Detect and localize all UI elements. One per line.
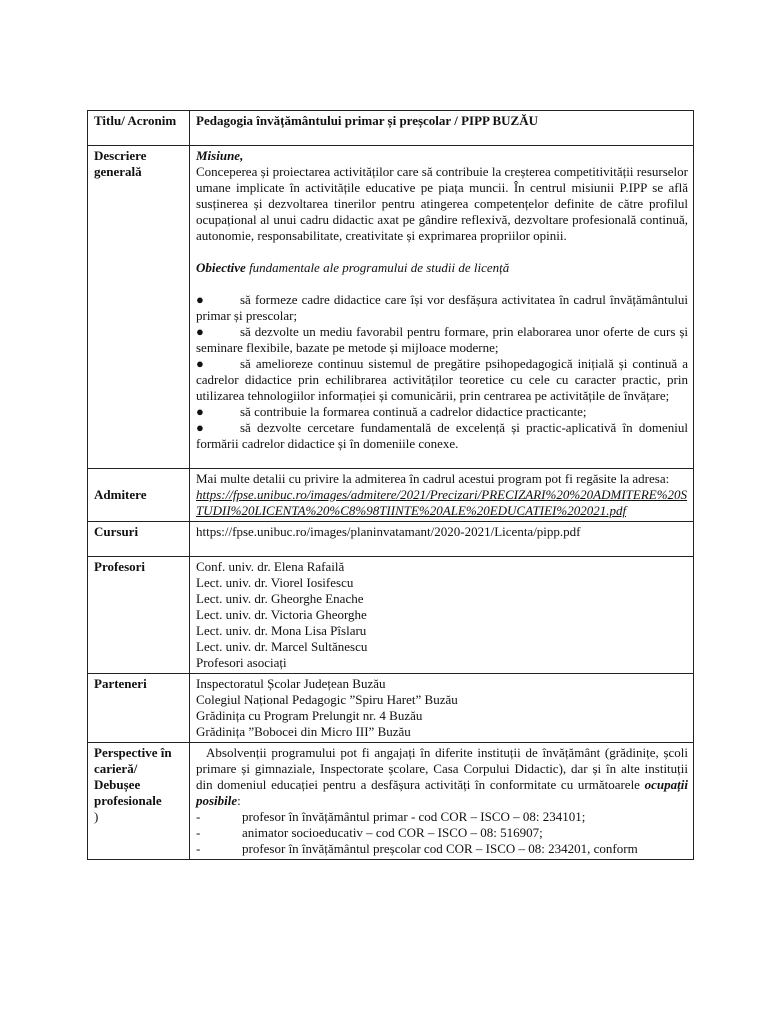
admission-row (88, 469, 694, 522)
title-label: Titlu/ Acronim (88, 111, 190, 146)
list-item: Profesori asociați (196, 655, 287, 670)
dash-icon: - (196, 841, 201, 856)
list-item: - profesor în învățământul preșcolar cod COR – ISCO – 08: 234201, conform (196, 841, 638, 856)
program-sheet-table (87, 110, 694, 860)
list-item: ● să dezvolte un mediu favorabil pentru formare, prin elaborarea unor oferte de curs și seminare flexibile, bazate pe metode și mijloace moderne; (196, 324, 688, 355)
admission-label: Admitere (88, 469, 190, 522)
career-row (88, 743, 694, 860)
list-item: ● să amelioreze continuu sistemul de pregătire psihopedagogică inițială și continuă a cadrelor didactice prin echilibrarea activităților teoretice cu cele cu caracter practic, prin utilizarea tehnologiilor informației și comunicării, prin centrarea pe activitățile de învățare; (196, 356, 688, 403)
bullet-icon: ● (196, 404, 204, 419)
list-item: Grădinița ”Bobocei din Micro III” Buzău (196, 724, 411, 739)
admission-text: Mai multe detalii cu privire la admiterea în cadrul acestui program pot fi regăsite la adresa: (196, 471, 670, 486)
list-item: Grădinița cu Program Prelungit nr. 4 Buzău (196, 708, 423, 723)
mission-text: Conceperea și proiectarea activităților care să contribuie la creșterea competitivității resurselor umane implicate în activitățile educative pe piața muncii. În centrul misiunii P.IPP se află susținerea și dezvoltarea tinerilor pentru atingerea competențelor definite de către profilul ocupațional al unui cadru didactic axat pe gândire reflexivă, dezvoltare profesională continuă, autonomie, responsabilitate, creativitate și exprimarea propriilor opinii. (196, 164, 688, 243)
program-title: Pedagogia învățământului primar și preșcolar / PIPP BUZĂU (190, 111, 694, 146)
list-item: Lect. univ. dr. Mona Lisa Pîslaru (196, 623, 367, 638)
list-item: Lect. univ. dr. Gheorghe Enache (196, 591, 364, 606)
list-item: Inspectoratul Școlar Județean Buzău (196, 676, 386, 691)
professors-list (190, 557, 694, 674)
admission-cell (190, 469, 694, 522)
objectives-list (196, 292, 688, 452)
mission-heading: Misiune, (196, 148, 244, 163)
objectives-rest: fundamentale ale programului de studii de licență (245, 260, 510, 275)
list-item: Lect. univ. dr. Viorel Iosifescu (196, 575, 354, 590)
career-cell (190, 743, 694, 860)
list-item: - animator socioeducativ – cod COR – ISCO – 08: 516907; (196, 825, 543, 840)
description-label: Descriere generală (88, 146, 190, 469)
admission-link[interactable]: https://fpse.unibuc.ro/images/admitere/2021/Precizari/PRECIZARI%20%20ADMITERE%20STUDII%20LICENTA%20%C8%98TIINTE%20ALE%20EDUCATIEI%202021.pdf (196, 487, 688, 518)
professors-row (88, 557, 694, 674)
partners-list (190, 674, 694, 743)
bullet-icon: ● (196, 420, 204, 435)
bullet-icon: ● (196, 324, 204, 339)
list-item: Colegiul Național Pedagogic ”Spiru Haret” Buzău (196, 692, 458, 707)
dash-icon: - (196, 825, 201, 840)
list-item: Conf. univ. dr. Elena Rafailă (196, 559, 345, 574)
courses-row (88, 522, 694, 557)
objectives-heading (196, 260, 688, 276)
courses-label: Cursuri (88, 522, 190, 557)
list-item: Lect. univ. dr. Victoria Gheorghe (196, 607, 367, 622)
title-row (88, 111, 694, 146)
partners-label: Parteneri (88, 674, 190, 743)
list-item: ● să dezvolte cercetare fundamentală de excelență și practic-aplicativă în domeniul formării cadrelor didactice și în domeniile conexe. (196, 420, 688, 451)
list-item: ● să contribuie la formarea continuă a cadrelor didactice practicante; (196, 404, 587, 419)
partners-row (88, 674, 694, 743)
career-intro: Absolvenții programului pot fi angajați în diferite instituții de învățământ (grădinițe, școli primare și gimnaziale, Inspectorate școlare, Casa Corpului Didactic), dar și în alte instituții din domeniul educației pentru a desfășura activități în conformitate cu următoarele ocupații posibile: (196, 745, 688, 808)
list-item: ● să formeze cadre didactice care își vor desfășura activitatea în cadrul învățământului primar și prescolar; (196, 292, 688, 323)
bullet-icon: ● (196, 356, 204, 371)
dash-icon: - (196, 809, 201, 824)
bullet-icon: ● (196, 292, 204, 307)
occupations-emphasis: ocupații posibile (196, 777, 688, 808)
description-row (88, 146, 694, 469)
description-cell (190, 146, 694, 469)
list-item: Lect. univ. dr. Marcel Sultănescu (196, 639, 368, 654)
career-label: Perspective în carieră/ Debușee profesionale ) (88, 743, 190, 860)
list-item: - profesor în învățământul primar - cod COR – ISCO – 08: 234101; (196, 809, 586, 824)
objectives-bold: Obiective (196, 260, 246, 275)
professors-label: Profesori (88, 557, 190, 674)
courses-link[interactable]: https://fpse.unibuc.ro/images/planinvatamant/2020-2021/Licenta/pipp.pdf (190, 522, 694, 557)
